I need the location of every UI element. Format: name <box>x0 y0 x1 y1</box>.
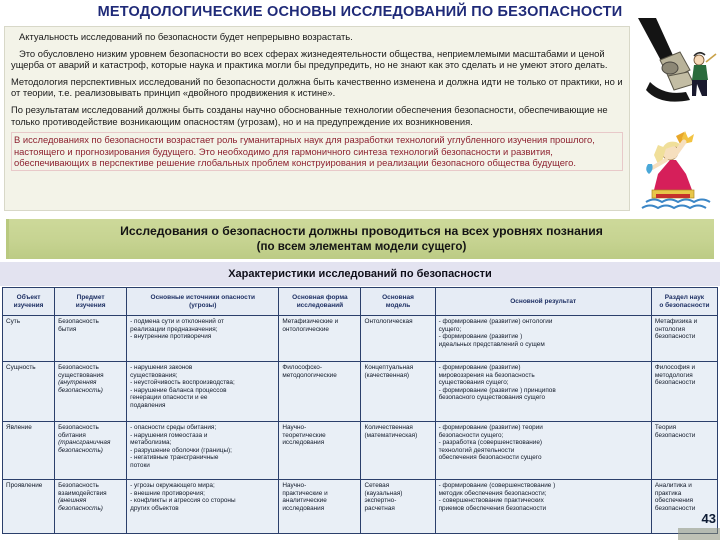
green-heading-band <box>6 219 714 259</box>
statue-of-liberty-illustration <box>640 128 712 214</box>
table-header-result: Основной результат <box>435 288 651 316</box>
page-title: МЕТОДОЛОГИЧЕСКИЕ ОСНОВЫ ИССЛЕДОВАНИЙ ПО БЕЗОПАСНОСТИ <box>97 4 623 20</box>
cell-subject: Безопасность существования (внутренняя безопасность) <box>55 362 127 422</box>
cell-sources: - опасности среды обитания; - нарушения гомеостаза и метаболизма; - разрушение оболочки (границы); - негативные трансграничные потоки <box>127 422 279 480</box>
table-row <box>3 316 718 362</box>
cell-branch: Теория безопасности <box>651 422 717 480</box>
table-row <box>3 422 718 480</box>
characteristics-table <box>2 287 718 534</box>
table-header-sources: Основные источники опасности (угрозы) <box>127 288 279 316</box>
cell-subject: Безопасность бытия <box>55 316 127 362</box>
table-caption-band <box>0 262 720 286</box>
cell-form: Философско- методологические <box>279 362 361 422</box>
cell-sources: - нарушения законов существования; - неустойчивость воспроизводства; - нарушение баланса процессов генерации опасности и ее подавления <box>127 362 279 422</box>
cell-result: - формирование (развитие) теории безопасности сущего; - разработка (совершенствование) технологий деятельности обеспечения безопасности сущего <box>435 422 651 480</box>
paragraph-5-highlight: В исследованиях по безопасности возрастает роль гуманитарных наук для разработки технологий углубленного изучения прошлого, настоящего и прогнозирования будущего. Это необходимо для гармоничного синтеза технологий безопасности и развития, обеспечивающих в перспективе решение глобальных проблем конструирования и реализации безопасного общества будущего. <box>11 132 623 171</box>
paragraph-3: Методология перспективных исследований по безопасности должна быть качественно изменена и должна идти не только от практики, но и от теории, т.е. реализовывать принцип «двойного продвижения к истине». <box>11 75 623 99</box>
cell-sources: - подмена сути и отклонений от реализации предназначения; - внутренние противоречия <box>127 316 279 362</box>
cell-result: - формирование (развитие) онтологии сущего; - формирование (развитие ) идеальных представлений о сущем <box>435 316 651 362</box>
cell-form: Метафизические и онтологические <box>279 316 361 362</box>
characteristics-table-wrapper <box>2 287 718 534</box>
cell-result: - формирование (совершенствование ) методик обеспечения безопасности; - совершенствование практических приемов обеспечения безопасности <box>435 480 651 534</box>
cell-subject: Безопасность обитания (трансграничная безопасность) <box>55 422 127 480</box>
table-header-form: Основная форма исследований <box>279 288 361 316</box>
table-caption-text: Характеристики исследований по безопасности <box>228 268 492 280</box>
table-header-model: Основная модель <box>361 288 435 316</box>
cell-form: Научно- практические и аналитические исследования <box>279 480 361 534</box>
cell-object: Проявление <box>3 480 55 534</box>
green-band-line-2: (по всем элементам модели сущего) <box>256 240 467 253</box>
cell-model: Концептуальная (качественная) <box>361 362 435 422</box>
cell-branch: Аналитика и практика обеспечения безопасности <box>651 480 717 534</box>
green-band-line-1: Исследования о безопасности должны проводиться на всех уровнях познания <box>120 224 603 238</box>
paragraph-2: Это обусловлено низким уровнем безопасности во всех сферах жизнедеятельности общества, неприемлемыми масштабами и ценой ущерба от аварий и катастроф, которые наука и практика могли бы предупредить, но не знают как это сделать и не умеют этого делать. <box>11 47 608 71</box>
page-number: 43 <box>701 511 716 526</box>
table-header-subject: Предмет изучения <box>55 288 127 316</box>
table-header-object: Объект изучения <box>3 288 55 316</box>
body-text-panel <box>4 26 630 211</box>
cell-branch: Метафизика и онтология безопасности <box>651 316 717 362</box>
paragraph-1: Актуальность исследований по безопасности будет непрерывно возрастать. <box>19 31 353 42</box>
cell-model: Сетевая (каузальная) экспертно- расчетная <box>361 480 435 534</box>
robot-arm-illustration <box>630 18 718 118</box>
cell-object: Сущность <box>3 362 55 422</box>
cell-object: Суть <box>3 316 55 362</box>
cell-result: - формирование (развитие) мировоззрения на безопасность существования сущего; - формирование (развитие ) принципов безопасного существования сущего <box>435 362 651 422</box>
cell-subject: Безопасность взаимодействия (внешняя безопасность) <box>55 480 127 534</box>
cell-form: Научно- теоретические исследования <box>279 422 361 480</box>
table-row <box>3 480 718 534</box>
cell-model: Онтологическая <box>361 316 435 362</box>
table-head <box>3 288 718 316</box>
paragraph-4: По результатам исследований должны быть созданы научно обоснованные технологии обеспечения безопасности, обеспечивающие не только противодействие возникающим опасностям (угрозам), но и на предупреждение их возникновения. <box>11 103 608 127</box>
table-header-row <box>3 288 718 316</box>
cell-object: Явление <box>3 422 55 480</box>
table-header-branch: Раздел наук о безопасности <box>651 288 717 316</box>
corner-decoration <box>678 528 720 540</box>
cell-model: Количественная (математическая) <box>361 422 435 480</box>
cell-sources: - угрозы окружающего мира; - внешние противоречия; - конфликты и агрессия со стороны других объектов <box>127 480 279 534</box>
table-row <box>3 362 718 422</box>
table-body <box>3 316 718 534</box>
cell-branch: Философия и методология безопасности <box>651 362 717 422</box>
